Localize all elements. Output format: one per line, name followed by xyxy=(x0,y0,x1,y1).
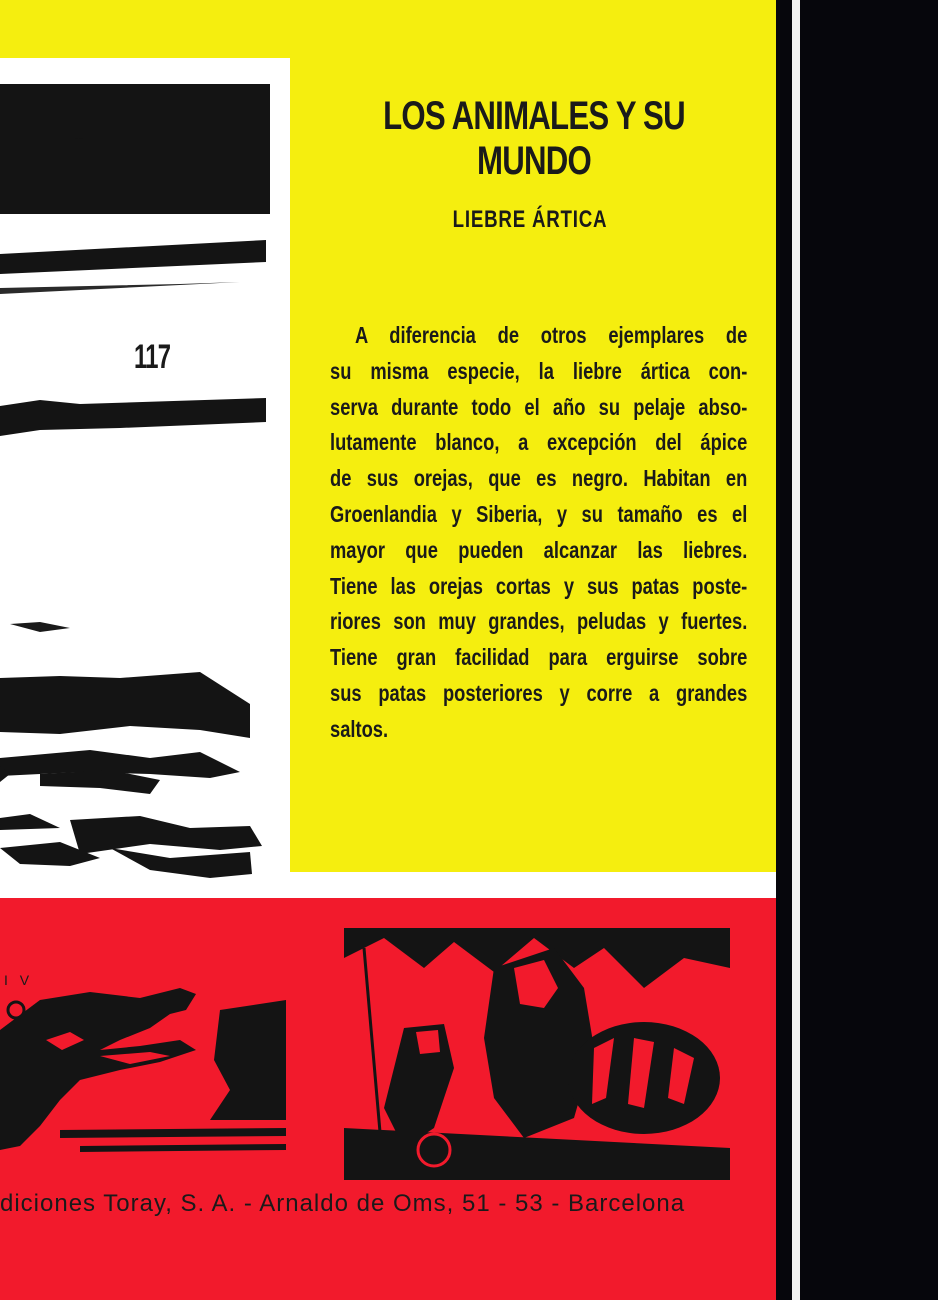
text-line: saltos. xyxy=(330,715,389,742)
book-spine xyxy=(776,0,938,1300)
arctic-hare-illustration xyxy=(0,58,290,942)
roman-numeral-label: I V xyxy=(4,972,34,988)
crocodile-illustration xyxy=(0,970,286,1182)
text-line: serva durante todo el año su pelaje abso- xyxy=(330,393,748,420)
page-number: 117 xyxy=(134,338,171,376)
warriors-illustration xyxy=(344,928,730,1180)
text-line: sus patas posteriores y corre a grandes xyxy=(330,679,748,706)
text-line: de sus orejas, que es negro. Habitan en xyxy=(330,465,748,492)
description-text xyxy=(330,318,747,748)
text-line: Groenlandia y Siberia, y su tamaño es el xyxy=(330,500,748,527)
text-line: mayor que pueden alcanzar las liebres. xyxy=(330,536,748,563)
card-title: LIEBRE ÁRTICA xyxy=(452,206,608,233)
panel-divider xyxy=(288,872,778,898)
text-line: Tiene gran facilidad para erguirse sobre xyxy=(330,644,748,671)
text-line: A diferencia de otros ejemplares de xyxy=(354,322,748,348)
series-title: LOS ANIMALES Y SU MUNDO xyxy=(383,94,685,183)
text-line: su misma especie, la liebre ártica con- xyxy=(330,357,748,384)
text-line: lutamente blanco, a excepción del ápice xyxy=(330,429,748,456)
text-line: riores son muy grandes, peludas y fuertes. xyxy=(330,608,748,635)
text-line: Tiene las orejas cortas y sus patas poste- xyxy=(330,572,748,599)
spine-white-line xyxy=(792,0,800,1300)
publisher-footer: diciones Toray, S. A. - Arnaldo de Oms, 51 - 53 - Barcelona xyxy=(0,1190,686,1217)
